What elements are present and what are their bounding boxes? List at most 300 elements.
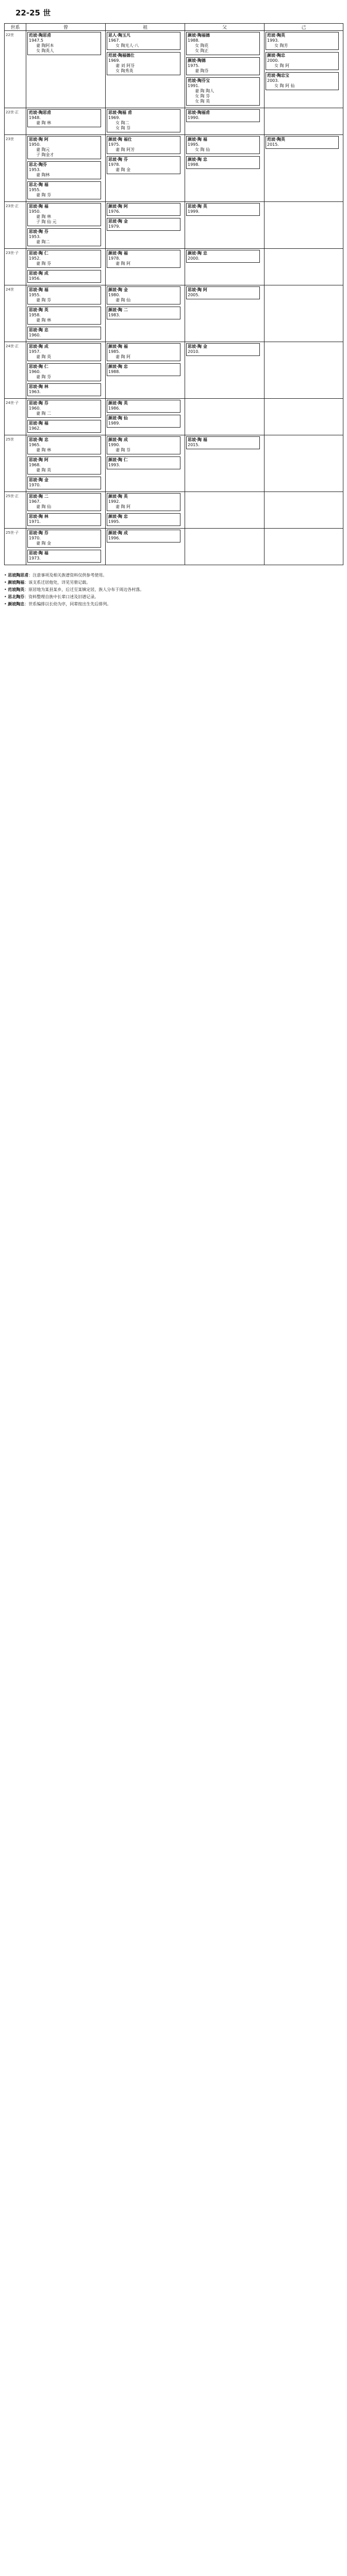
birth-year: 1968. [29,463,41,467]
person-entry [27,136,101,159]
birth-year: 1960. [29,406,41,411]
birth-year: 1969. [108,58,120,63]
lineage-cell [265,285,343,342]
header-self: 己 [265,24,343,31]
person-name: 思坡·陶 芬 [29,401,48,405]
person-name: 思坡·陶 阿 [29,457,48,462]
lineage-cell [106,135,185,202]
birth-year: 1999. [188,209,200,214]
person-entry [27,383,101,396]
person-name: 范坡·陶思甫 [29,33,52,38]
person-entry [107,513,180,526]
person-name: 思人·陶玉凡 [108,33,131,38]
header-great-grandfather: 曾 [26,24,106,31]
lineage-cell [185,492,265,529]
person-entry [107,436,180,454]
birth-year: 1956. [29,276,41,281]
person-entry [27,32,101,55]
relative-entry: 妻 陶 英 [36,468,52,472]
person-entry [27,477,101,489]
relative-entry: 妻 陶 仙 [36,504,52,509]
person-entry [266,32,339,50]
birth-year: 1976. [108,209,120,214]
person-entry [27,456,101,474]
person-entry [266,136,339,149]
birth-year: 1992. [108,499,120,504]
generation-label: 23世 [6,137,14,141]
person-name: 思坡·陶 芬 [108,157,128,162]
lineage-cell [185,435,265,492]
person-entry [107,109,180,132]
generation-label: 23世·子 [6,251,19,255]
lineage-cell [185,342,265,399]
person-entry [266,52,339,70]
lineage-cell [106,108,185,135]
birth-year: 1957. [29,349,41,354]
birth-year: 2015. [188,443,200,447]
footnote-key: 思坡陶思甫 [8,573,29,578]
lineage-cell [106,399,185,435]
lineage-cell [265,108,343,135]
table-row [5,285,343,342]
table-row [5,342,343,399]
generation-cell [5,285,26,342]
birth-year: 1990. [188,115,200,120]
person-name: 思坡·陶 福 [29,551,48,555]
birth-year: 2003. [267,78,279,83]
lineage-cell [26,31,106,108]
person-name: 颜坡·陶 成 [108,531,128,535]
header-father: 父 [185,24,265,31]
person-name: 思坡·陶 金 [188,344,207,349]
birth-year: 1995. [108,519,120,524]
person-name: 颜坡·陶福德 [188,33,210,38]
lineage-cell [26,435,106,492]
birth-year: 1948. [29,115,41,120]
footnote-item: • 颜坡陶忠：世系编排以长幼为序，同辈按出生先后排列。 [4,602,111,606]
table-row [5,202,343,249]
person-name: 思北·陶芬 [29,162,47,167]
lineage-cell [26,249,106,285]
header-grandfather: 祖 [106,24,185,31]
person-name: 思坡·陶 芬 [29,229,48,234]
person-entry [27,363,101,381]
footnote-text: 原居地为某县某乡，后迁至某镇定居，族人分布于周边各村落。 [28,587,144,592]
person-entry [107,363,180,376]
lineage-cell [185,108,265,135]
lineage-cell [26,108,106,135]
lineage-cell [265,492,343,529]
lineage-cell [26,135,106,202]
birth-year: 1962. [29,426,41,431]
relative-entry: 妻 陶二 [36,240,50,244]
footnote-key: 颜坡陶福 [8,580,25,585]
person-entry [186,203,260,216]
relative-entry: 妻 陶 阿芳 [115,147,135,152]
lineage-cell [26,202,106,249]
birth-year: 1953. [29,167,41,172]
person-entry [27,436,101,454]
person-name: 思坡·陶 英 [188,204,207,209]
generation-label: 23世·正 [6,204,19,208]
generation-label: 22世·正 [6,110,19,114]
person-entry [107,218,180,231]
person-name: 范坡·陶思甫 [29,110,52,115]
person-entry [107,493,180,511]
person-entry [27,400,101,418]
person-name: 颜坡·陶 福仕 [108,137,132,142]
person-entry [186,156,260,169]
person-entry [186,250,260,263]
birth-year: 2015. [267,142,279,147]
relative-entry: 妻 陶 金 [36,541,52,546]
birth-year: 1963. [29,389,41,394]
person-name: 思坡·陶 福 [29,421,48,426]
relative-entry: 妻 陶 芬 [36,261,52,266]
lineage-cell [185,399,265,435]
person-name: 思坡·陶 忠 [29,328,48,332]
person-name: 思坡·陶 仁 [29,364,48,369]
person-entry [27,420,101,433]
person-name: 思坡·陶 芬 [29,531,48,535]
lineage-cell [185,249,265,285]
birth-year: 1996. [108,536,120,540]
person-entry [186,436,260,449]
lineage-cell [265,342,343,399]
relative-entry: 妻 陶 阿 [115,354,131,359]
relative-entry: 妻 陶 二 [36,411,52,416]
person-name: 思坡·陶 英 [29,308,48,312]
person-entry [107,400,180,413]
lineage-cell [265,249,343,285]
person-name: 思坡·陶 成 [29,271,48,276]
table-row [5,435,343,492]
table-row [5,249,343,285]
table-row [5,529,343,565]
birth-year: 1970. [29,483,41,487]
birth-year: 1950. [29,209,41,214]
person-entry [107,32,180,50]
person-entry [107,530,180,543]
birth-year: 1947.5 [29,38,43,43]
person-entry [27,286,101,304]
person-entry [27,109,101,127]
generation-cell [5,249,26,285]
footnote-item: • 思坡陶思甫：注意事项及相关族谱资料仅供参考使用。 [4,573,107,578]
person-name: 范坡·陶英 [267,33,286,38]
relative-entry: 女 陶光人·八 [115,43,139,48]
birth-year: 2000. [188,256,200,261]
relative-entry: 妻 陶 芬 [36,193,52,197]
person-name: 思坡·陶 福 [29,287,48,292]
birth-year: 1993. [267,38,279,43]
person-name: 颜坡·陶 福 [188,137,207,142]
birth-year: 1955. [29,188,41,192]
relative-entry: 子 陶 仙 元 [36,219,57,224]
birth-year: 2010. [188,349,200,354]
birth-year: 1970. [29,536,41,540]
person-entry [27,327,101,340]
lineage-cell [106,435,185,492]
lineage-cell [265,399,343,435]
relative-entry: 妻 陶 阿 [115,261,131,266]
relative-entry: 女 陶花 [195,43,209,48]
lineage-cell [26,529,106,565]
person-name: 颜坡·陶 忠 [188,157,207,162]
person-name: 颜坡·陶 福 [108,344,128,349]
person-name: 思坡·陶 金 [29,478,48,482]
birth-year: 1986. [108,406,120,411]
person-name: 颜坡·陶 仙 [108,416,128,420]
person-entry [186,77,260,106]
person-entry [27,228,101,246]
footnote-key: 颜坡陶忠 [8,602,25,606]
relative-entry: 女 陶 芬 [195,94,210,98]
footnote-key: 思北陶芬 [8,595,25,599]
person-entry [107,286,180,304]
person-name: 思坡·陶 福 [188,437,207,442]
person-name: 思坡·陶 福 [29,204,48,209]
birth-year: 1985. [108,349,120,354]
person-name: 颜坡·陶 忠 [108,514,128,519]
relative-entry: 女 陶英人 [36,48,54,53]
relative-entry: 妻 陶 林 [36,214,52,219]
lineage-cell [26,285,106,342]
person-entry [186,286,260,299]
relative-entry: 女 陶 仙 [195,147,210,152]
relative-entry: 妻 陶 芬 [115,448,131,452]
relative-entry: 女 陶 阿 [274,63,290,68]
birth-year: 1960. [29,369,41,374]
person-name: 思坡·陶 仁 [29,251,48,256]
relative-entry: 妻 陶 芬 [36,375,52,379]
table-row [5,135,343,202]
person-entry [27,203,101,226]
person-name: 颜坡·陶 忠 [188,251,207,256]
generation-label: 24世 [6,287,14,292]
birth-year: 1967. [29,499,41,504]
lineage-cell [265,202,343,249]
birth-year: 1950. [29,142,41,147]
birth-year: 1978. [108,256,120,261]
generation-label: 25世·正 [6,494,19,498]
relative-entry: 妻 陶元 [36,147,50,152]
footnote-item: • 颜坡陶福：该支系迁居他处，详见另册记载。 [4,580,91,585]
generation-label: 25世 [6,437,14,442]
person-name: 思坡·陶 忠 [29,437,48,442]
footnotes [4,572,343,607]
lineage-cell [106,285,185,342]
person-name: 颜坡·陶 忠 [108,364,128,369]
lineage-cell [106,202,185,249]
relative-entry: 妻 陶 林 [36,318,52,323]
birth-year: 1958. [29,313,41,317]
generation-cell [5,31,26,108]
person-name: 颜坡·陶德 [188,58,206,63]
genealogy-page [0,0,347,624]
person-name: 思坡·陶 林 [29,384,48,389]
generation-label: 24世·子 [6,401,19,405]
person-entry [107,136,180,154]
person-entry [186,57,260,75]
birth-year: 1979. [108,224,120,229]
page-title: 22-25 世 [15,8,51,18]
table-header-row [5,24,343,31]
generation-cell [5,135,26,202]
birth-year: 1978. [108,162,120,167]
lineage-cell [265,31,343,108]
relative-entry: 女 陶 阿 仙 [274,83,295,88]
birth-year: 1952. [29,256,41,261]
genealogy-table [4,23,343,565]
relative-entry: 女 陶 英 [195,99,210,104]
footnote-item: • 思北陶芬：资料整理自族中长辈口述及旧谱记录。 [4,595,99,599]
person-name: 思坡·陶 阿 [29,137,48,142]
birth-year: 1990. [108,443,120,447]
person-entry [186,343,260,356]
person-name: 思坡·陶福甫 [188,110,210,115]
person-entry [266,72,339,90]
person-entry [27,530,101,548]
lineage-cell [106,492,185,529]
birth-year: 2005. [188,293,200,297]
person-entry [27,493,101,511]
footnote-key: 范坡陶英 [8,587,25,592]
birth-year: 1971. [29,519,41,524]
genealogy-body [5,31,343,565]
relative-entry: 妻 陶阿本 [36,43,54,48]
person-name: 颜坡·陶 成 [108,437,128,442]
birth-year: 1988. [188,38,200,43]
person-entry [27,161,101,179]
footnote-text: 世系编排以长幼为序，同辈按出生先后排列。 [28,602,111,606]
birth-year: 1960. [29,333,41,337]
generation-cell [5,492,26,529]
person-entry [107,307,180,319]
generation-label: 22世 [6,33,14,37]
lineage-cell [185,202,265,249]
person-name: 颜坡·陶 二 [108,308,128,312]
person-name: 范坡·陶福德仕 [108,53,135,58]
footnote-text: 资料整理自族中长辈口述及旧谱记录。 [28,595,99,599]
person-entry [107,52,180,75]
lineage-cell [265,435,343,492]
person-name: 范坡·陶芬宝 [188,78,210,83]
person-name: 颜坡·陶 英 [108,494,128,499]
lineage-cell [26,342,106,399]
relative-entry: 妻 陶 林 [36,121,52,125]
birth-year: 1991. [188,83,200,88]
lineage-cell [185,529,265,565]
relative-entry: 妻 陶芬 [195,69,209,73]
generation-cell [5,108,26,135]
person-name: 颜坡·陶 福 [108,251,128,256]
footnote-text: 该支系迁居他处，详见另册记载。 [28,580,91,585]
person-name: 颜坡·陶忠 [267,53,286,58]
birth-year: 1965. [29,443,41,447]
lineage-cell [106,31,185,108]
lineage-cell [106,529,185,565]
person-name: 颜坡·陶 英 [108,401,128,405]
lineage-cell [185,285,265,342]
person-name: 思坡·陶 林 [29,514,48,519]
lineage-cell [26,492,106,529]
relative-entry: 妻 陶 仙 [115,298,131,302]
relative-entry: 妻 陶林 [36,173,50,177]
person-entry [107,456,180,469]
birth-year: 1973. [29,556,41,561]
person-entry [107,415,180,428]
lineage-cell [106,342,185,399]
relative-entry: 妻 陶 金 [115,167,131,172]
table-row [5,492,343,529]
footnote-item: • 范坡陶英：原居地为某县某乡，后迁至某镇定居，族人分布于周边各村落。 [4,587,144,592]
generation-cell [5,399,26,435]
lineage-cell [265,135,343,202]
person-entry [107,156,180,174]
person-entry [107,203,180,216]
generation-label: 24世·正 [6,344,19,348]
person-name: 思北·陶 福 [29,182,48,187]
person-name: 颜坡·陶 仁 [108,457,128,462]
person-name: 思坡·陶 阿 [188,287,207,292]
person-entry [27,307,101,325]
relative-entry: 妻 刘 阿芬 [115,63,135,68]
person-name: 思坡·陶 金 [108,219,128,224]
relative-entry: 女 陶二 [115,121,129,125]
birth-year: 2000. [267,58,279,63]
person-entry [27,270,101,283]
generation-cell [5,202,26,249]
relative-entry: 妻 陶 芬 [36,298,52,302]
person-name: 范坡·陶忠宝 [267,73,290,78]
relative-entry: 女 陶芳 [274,43,288,48]
person-name: 颜坡·陶 金 [108,287,128,292]
generation-cell [5,529,26,565]
generation-cell [5,435,26,492]
birth-year: 1975. [188,63,200,68]
person-name: 范坡·陶英 [267,137,286,142]
birth-year: 1988. [108,369,120,374]
relative-entry: 妻 陶 阿 [115,504,131,509]
relative-entry: 妻 陶 林 [36,448,52,452]
footnote-text: 注意事项及相关族谱资料仅供参考使用。 [32,573,107,578]
lineage-cell [265,529,343,565]
lineage-cell [185,135,265,202]
person-name: 颜坡·陶 阿 [108,204,128,209]
birth-year: 1989. [108,421,120,426]
birth-year: 1975. [108,142,120,147]
person-entry [27,181,101,199]
relative-entry: 子 陶金才 [36,152,54,157]
birth-year: 1993. [108,463,120,467]
birth-year: 1969. [108,115,120,120]
relative-entry: 妻 陶 英 [36,354,52,359]
birth-year: 1980. [108,293,120,297]
relative-entry: 妻 陶 陶人 [195,89,214,93]
table-row [5,31,343,108]
birth-year: 1998. [188,162,200,167]
person-entry [186,136,260,154]
lineage-cell [106,249,185,285]
person-entry [27,250,101,268]
relative-entry: 女 陶秀英 [115,69,134,73]
person-entry [27,550,101,563]
lineage-cell [185,31,265,108]
table-row [5,108,343,135]
relative-entry: 女 陶正 [195,48,209,53]
relative-entry: 女 陶 芬 [115,126,131,130]
